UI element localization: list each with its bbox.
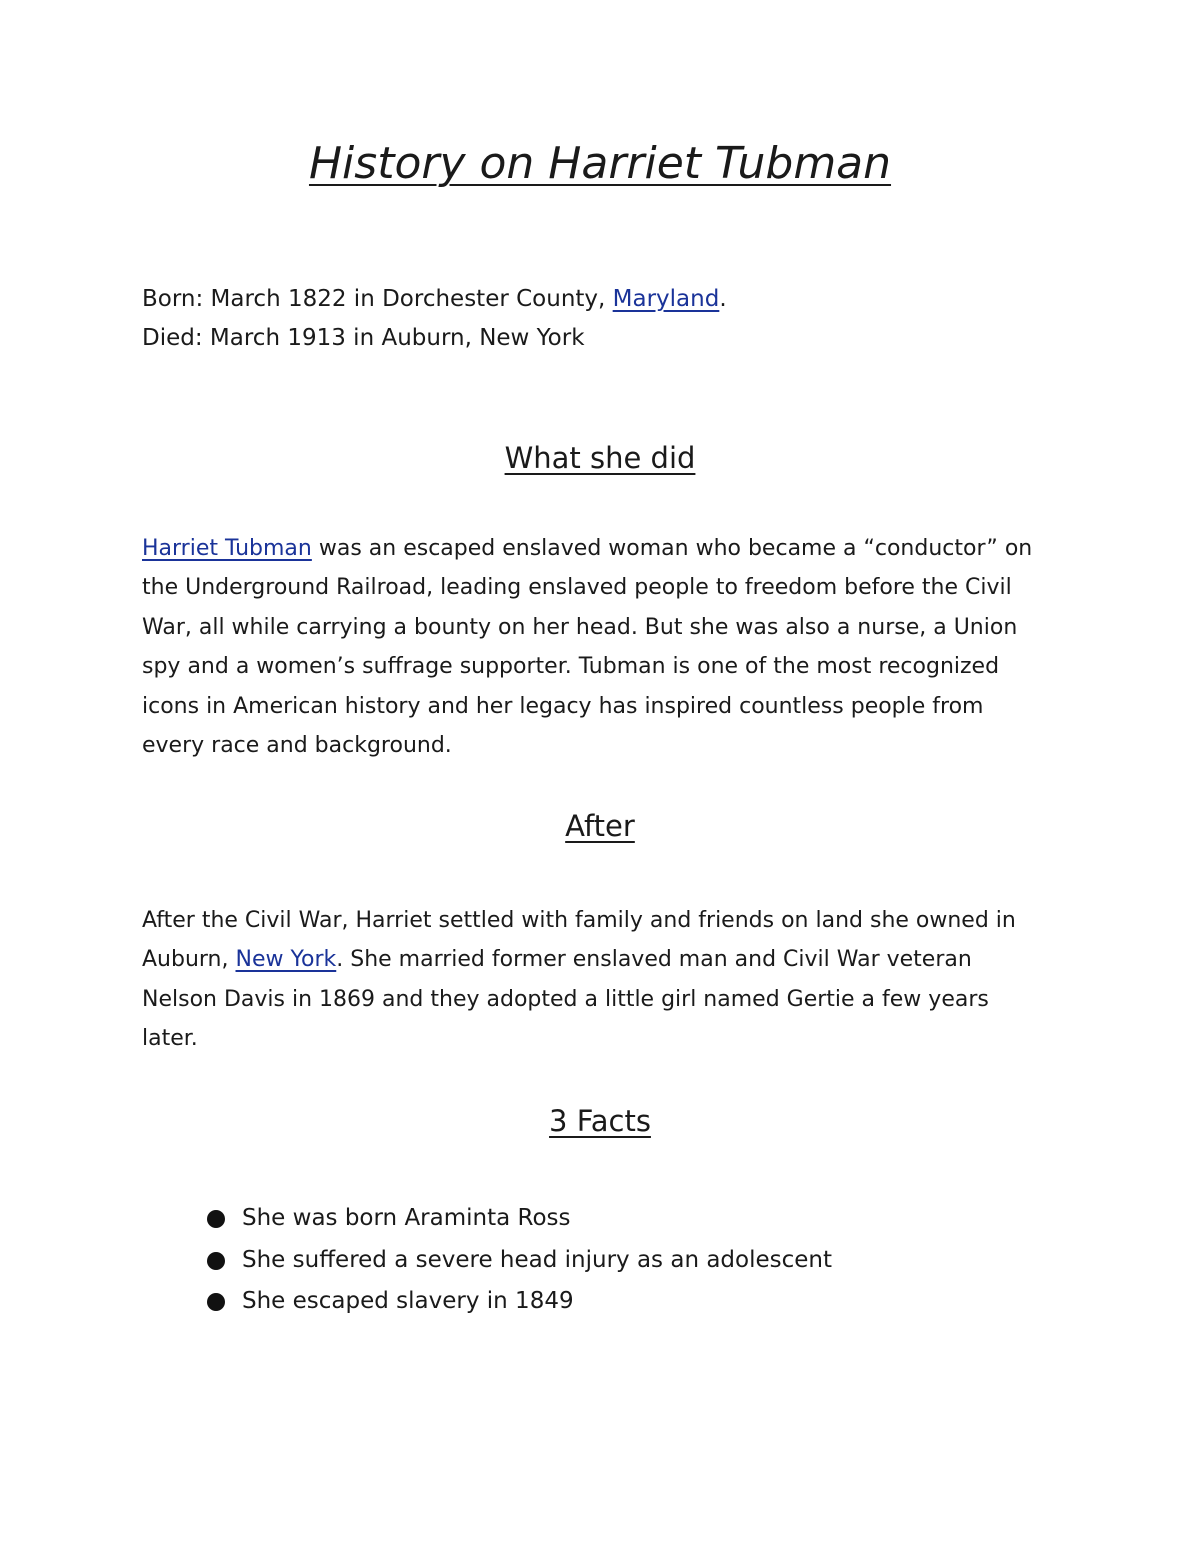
heading-after: After [565,809,635,843]
heading-3-facts: 3 Facts [549,1104,651,1138]
document-title: History on Harriet Tubman [308,138,892,189]
what-she-did-paragraph [142,529,1042,765]
what-she-did-text: was an escaped enslaved woman who became a “conductor” on the Underground Railroad, leading enslaved people to freedom before the Civil War, all while carrying a bounty on her head. But she was also a nurse, a Union spy and a women’s suffrage supporter. Tubman is one of the most recognized icons in American history and her legacy has inspired countless people from every race and background. [142,536,1033,759]
harriet-tubman-link[interactable]: Harriet Tubman [142,536,312,561]
bullet-icon [207,1210,225,1228]
died-line: Died: March 1913 in Auburn, New York [142,325,585,351]
born-line [142,284,727,314]
born-suffix: . [719,286,727,312]
fact-text: She escaped slavery in 1849 [242,1288,574,1314]
list-item [204,1240,832,1282]
bullet-icon [207,1293,225,1311]
facts-list [204,1198,832,1323]
bullet-icon [207,1252,225,1270]
list-item [204,1281,832,1323]
born-text: Born: March 1822 in Dorchester County, [142,286,613,312]
new-york-link[interactable]: New York [235,947,337,973]
list-item [204,1198,832,1240]
fact-text: She suffered a severe head injury as an adolescent [242,1246,833,1273]
fact-text: She was born Araminta Ross [242,1205,571,1231]
maryland-link[interactable]: Maryland [612,286,720,312]
after-text-before: After the Civil War, Harriet settled with family and friends on land she owned in Auburn, [142,908,1016,973]
after-paragraph [142,901,1042,1059]
heading-what-she-did: What she did [504,441,696,475]
after-text-after: . She married former enslaved man and Civil War veteran Nelson Davis in 1869 and they adopted a little girl named Gertie a few years later. [142,947,989,1052]
